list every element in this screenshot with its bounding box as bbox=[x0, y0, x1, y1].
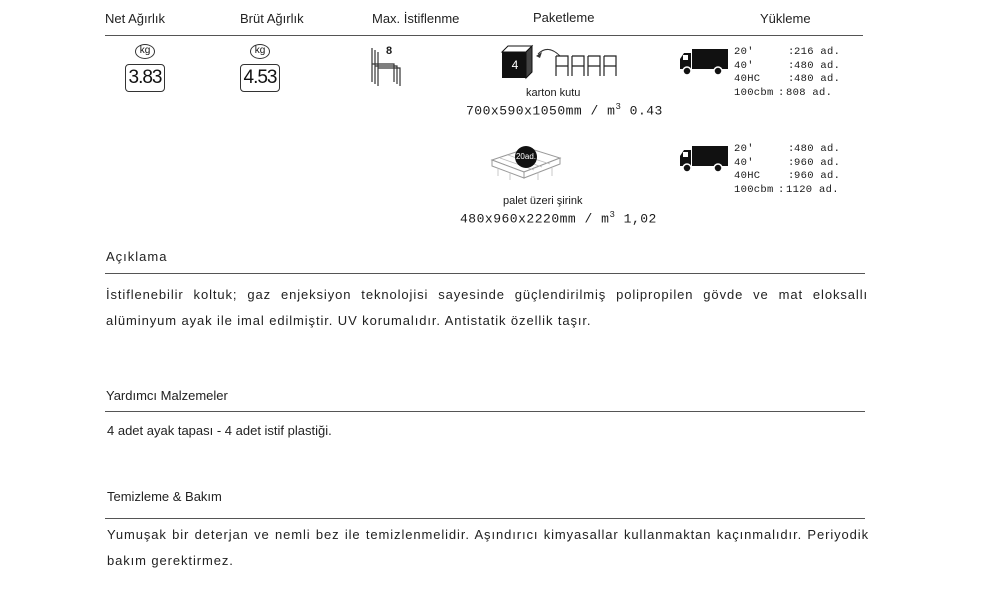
loading-container: 20' bbox=[734, 143, 754, 155]
gross-weight-unit: kg bbox=[250, 44, 270, 59]
net-weight-value: 3.83 bbox=[125, 64, 165, 92]
pallet-badge: 20ad. bbox=[515, 152, 537, 161]
header-gross-weight: Brüt Ağırlık bbox=[240, 11, 304, 26]
gross-weight-badge bbox=[240, 44, 282, 96]
net-weight-unit: kg bbox=[135, 44, 155, 59]
description-divider bbox=[105, 273, 865, 274]
loading-container: 100cbm bbox=[734, 183, 774, 196]
loading-qty: 480 ad. bbox=[794, 73, 841, 85]
care-text: Yumuşak bir deterjan ve nemli bez ile temizlenmelidir. Aşındırıcı kimyasallar kullanmaktan kaçınmalıdır. Periyodik bakım gerektirmez. bbox=[107, 527, 869, 568]
box-loading-table bbox=[734, 46, 844, 100]
header-packaging: Paketleme bbox=[533, 10, 595, 25]
pallet-volume: 1,02 bbox=[615, 211, 657, 227]
auxiliary-title: Yardımcı Malzemeler bbox=[106, 388, 228, 403]
loading-container: 40' bbox=[734, 59, 754, 72]
pallet-dims-text: 480x960x2220mm / m bbox=[460, 211, 610, 227]
loading-sep: : bbox=[788, 73, 795, 85]
loading-row bbox=[734, 170, 844, 184]
loading-sep: : bbox=[788, 170, 795, 182]
loading-row bbox=[734, 143, 844, 157]
gross-weight-value: 4.53 bbox=[240, 64, 280, 92]
loading-row bbox=[734, 87, 844, 101]
pallet-loading-table bbox=[734, 143, 844, 197]
carton-box-qty: 4 bbox=[511, 58, 519, 72]
header-net-weight: Net Ağırlık bbox=[105, 11, 165, 26]
carton-box-caption: karton kutu bbox=[526, 87, 581, 99]
header-divider bbox=[105, 35, 863, 36]
truck-icon bbox=[678, 144, 730, 174]
loading-sep: : bbox=[788, 59, 795, 72]
net-weight-badge bbox=[125, 44, 167, 96]
loading-container: 40HC bbox=[734, 170, 761, 182]
loading-row bbox=[734, 46, 844, 60]
loading-sep: : bbox=[788, 156, 795, 169]
header-max-stacking: Max. İstiflenme bbox=[372, 11, 460, 26]
loading-qty: 960 ad. bbox=[794, 170, 841, 182]
auxiliary-divider bbox=[105, 411, 865, 412]
loading-container: 40' bbox=[734, 156, 754, 169]
carton-box-dims-text: 700x590x1050mm / m bbox=[466, 103, 616, 119]
pallet-volume-exp: 3 bbox=[609, 210, 616, 220]
description-text: İstiflenebilir koltuk; gaz enjeksiyon teknolojisi sayesinde güçlendirilmiş polipropilen gövde ve mat eloksallı alüminyum ayak ile imal edilmiştir. UV korumalıdır. Antistatik özellik taşır. bbox=[106, 287, 868, 328]
loading-qty: 808 ad. bbox=[786, 86, 833, 99]
care-title: Temizleme & Bakım bbox=[107, 489, 222, 504]
loading-qty: 1120 ad. bbox=[786, 183, 839, 196]
truck-icon bbox=[678, 47, 730, 77]
loading-qty: 960 ad. bbox=[794, 156, 841, 169]
description-title: Açıklama bbox=[106, 249, 168, 264]
carton-box-dims bbox=[466, 102, 663, 118]
loading-sep: : bbox=[788, 46, 795, 58]
carton-box-volume-exp: 3 bbox=[615, 102, 622, 112]
loading-container: 40HC bbox=[734, 73, 761, 85]
loading-qty: 216 ad. bbox=[794, 46, 841, 58]
pallet-caption: palet üzeri şirink bbox=[503, 195, 583, 207]
header-loading: Yükleme bbox=[760, 11, 811, 26]
loading-container: 100cbm bbox=[734, 86, 774, 99]
loading-qty: 480 ad. bbox=[794, 59, 841, 72]
loading-row bbox=[734, 73, 844, 87]
pallet-dims bbox=[460, 210, 657, 226]
loading-sep: : bbox=[788, 143, 795, 155]
loading-sep: : bbox=[778, 86, 785, 99]
carton-box-volume: 0.43 bbox=[621, 103, 663, 119]
loading-container: 20' bbox=[734, 46, 754, 58]
loading-sep: : bbox=[778, 183, 785, 196]
loading-row bbox=[734, 157, 844, 171]
auxiliary-text: 4 adet ayak tapası - 4 adet istif plastiği. bbox=[107, 423, 332, 438]
stacking-count: 8 bbox=[386, 45, 393, 57]
loading-row bbox=[734, 184, 844, 198]
pallet-icon bbox=[488, 142, 564, 186]
loading-row bbox=[734, 60, 844, 74]
care-divider bbox=[105, 518, 865, 519]
loading-qty: 480 ad. bbox=[794, 143, 841, 155]
